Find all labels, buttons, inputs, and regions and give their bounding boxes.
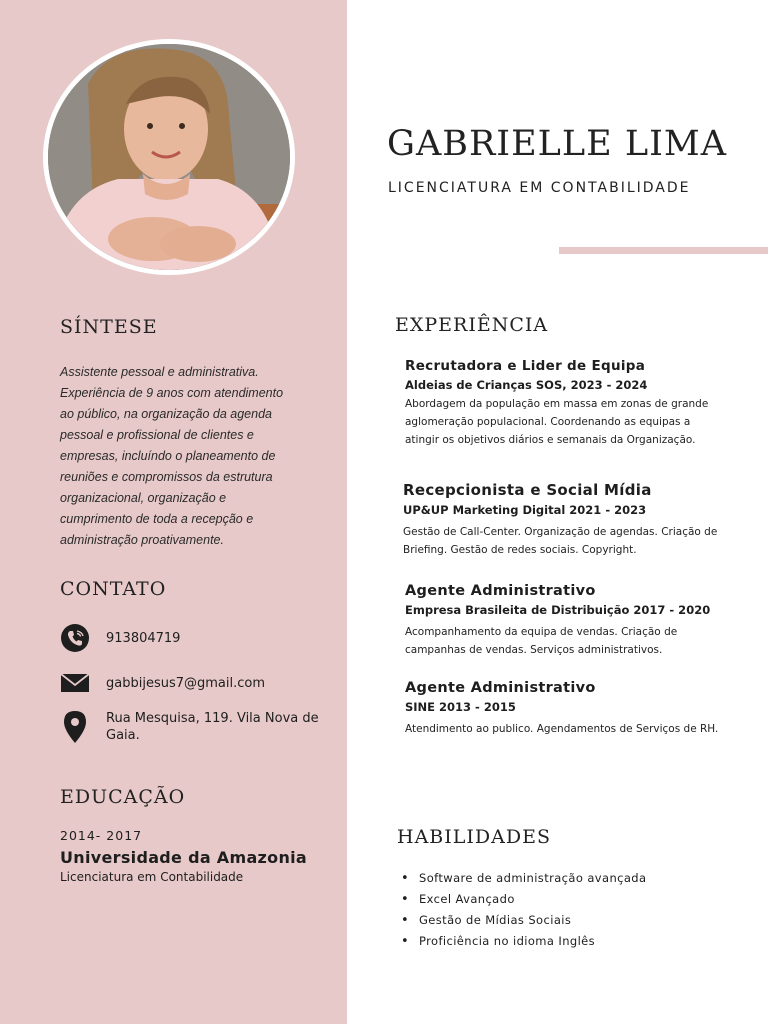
contact-address: Rua Mesquisa, 119. Vila Nova de Gaia. — [106, 711, 319, 743]
job-title: Agente Administrativo — [405, 583, 596, 599]
job-title: Recrutadora e Lider de Equipa — [405, 358, 646, 374]
job-title: Recepcionista e Social Mídia — [403, 481, 652, 499]
contact-phone-row — [60, 623, 180, 653]
education-degree: Licenciatura em Contabilidade — [60, 870, 244, 884]
location-pin-icon — [60, 710, 90, 744]
skills-list — [400, 868, 646, 952]
contact-heading: CONTATO — [60, 578, 167, 600]
experience-item — [405, 358, 725, 449]
skill-item: • Gestão de Mídias Sociais — [400, 910, 646, 931]
experience-item — [405, 583, 725, 659]
contact-email-row — [60, 668, 265, 698]
candidate-subtitle: LICENCIATURA EM CONTABILIDADE — [388, 180, 691, 196]
experience-item — [403, 481, 723, 559]
contact-email[interactable]: gabbijesus7@gmail.com — [106, 676, 266, 691]
profile-photo — [48, 44, 290, 270]
job-organization: UP&UP Marketing Digital 2021 - 2023 — [403, 503, 647, 517]
experience-heading: EXPERIÊNCIA — [395, 314, 549, 336]
job-organization: Empresa Brasileita de Distribuição 2017 - 2020 — [405, 603, 711, 617]
job-organization: SINE 2013 - 2015 — [405, 700, 516, 714]
education-school: Universidade da Amazonia — [60, 848, 308, 867]
job-description: Acompanhamento da equipa de vendas. Criação de campanhas de vendas. Serviços administrativos. — [405, 626, 678, 656]
envelope-icon — [60, 668, 90, 698]
skill-item: • Software de administração avançada — [400, 868, 646, 889]
education-years: 2014- 2017 — [60, 828, 143, 843]
summary-heading: SÍNTESE — [60, 316, 158, 338]
job-description: Atendimento ao publico. Agendamentos de Serviços de RH. — [405, 723, 719, 735]
skills-heading: HABILIDADES — [397, 826, 551, 848]
contact-phone: 913804719 — [106, 631, 181, 646]
job-organization: Aldeias de Crianças SOS, 2023 - 2024 — [405, 378, 648, 392]
job-title: Agente Administrativo — [405, 680, 596, 696]
skill-item: • Excel Avançado — [400, 889, 646, 910]
summary-text: Assistente pessoal e administrativa. Experiência de 9 anos com atendimento ao público, na organização da agenda pessoal e profissional de clientes e empresas, incluíndo o planeamento de reuniões e compromissos da estrutura organizacional, organização e cumprimento de toda a recepção e administração proativamente. — [60, 365, 284, 547]
skill-item: • Proficiência no idioma Inglês — [400, 931, 646, 952]
job-description: Gestão de Call-Center. Organização de agendas. Criação de Briefing. Gestão de redes sociais. Copyright. — [403, 526, 718, 556]
education-heading: EDUCAÇÃO — [60, 786, 186, 808]
contact-address-row — [60, 710, 321, 744]
candidate-name: GABRIELLE LIMA — [387, 124, 728, 164]
phone-icon — [60, 623, 90, 653]
job-description: Abordagem da população em massa em zonas de grande aglomeração populacional. Coordenando as equipas a atingir os objetivos diários e semanais da Organização. — [405, 398, 709, 446]
accent-divider — [559, 247, 768, 254]
experience-item — [405, 680, 725, 738]
